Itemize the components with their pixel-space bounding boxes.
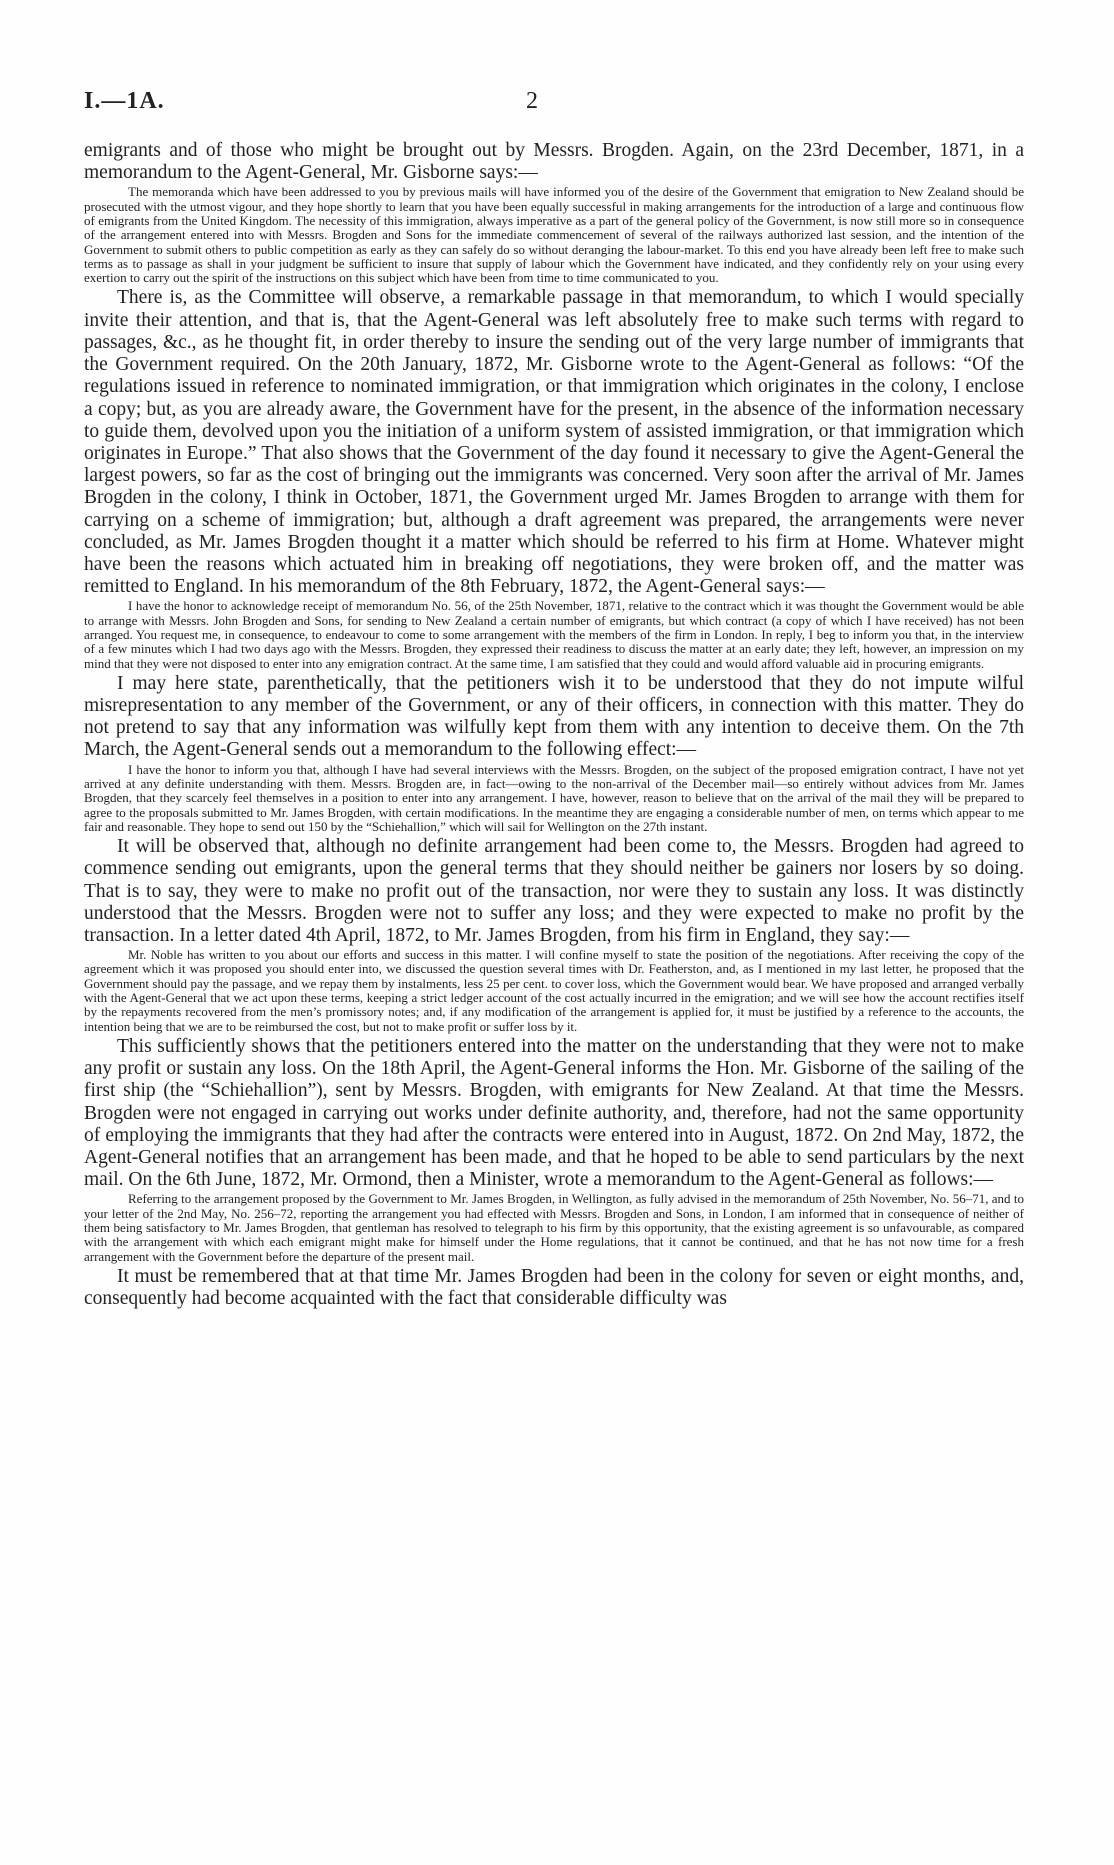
paragraph-remarkable-passage: There is, as the Committee will observe, a remarkable passage in that memorandum, to which I would specially invite their attention, and that is, that the Agent-General was left absolutely free to make such terms with regard to passages, &c., as he thought fit, in order thereby to insure the sending out of the very large number of immigrants that the Government required. On the 20th January, 1872, Mr. Gisborne wrote to the Agent-General as follows: “Of the regulations issued in reference to nominated immigration, or that immigration which originates in the colony, I enclose a copy; but, as you are already aware, the Government have for the present, in the absence of the information necessary to guide them, devolved upon you the initiation of a uniform system of assisted immigration, or that immigration which originates in Europe.” That also shows that the Government of the day found it necessary to give the Agent-General the largest powers, so far as the cost of bringing out the immigrants was concerned. Very soon after the arrival of Mr. James Brogden in the colony, I think in October, 1871, the Government urged Mr. James Brogden to arrange with them for carrying on a scheme of immigration; but, although a draft agreement was prepared, the arrangements were never concluded, as Mr. James Brogden thought it a matter which should be referred to his firm at Home. Whatever might have been the reasons which actuated him in breaking off negotiations, they were broken off, and the matter was remitted to England. In his memorandum of the 8th February, 1872, the Agent-General says:— — [84, 287, 1024, 598]
quoted-memorandum-agent-general-march: I have the honor to inform you that, although I have had several interviews with the Messrs. Brogden, on the subject of the proposed emigration contract, I have not yet arrived at any definite understanding with them. Messrs. Brogden are, in fact—owing to the non-arrival of the December mail—so entirely without advices from Mr. James Brogden, that they scarcely feel themselves in a position to enter into any arrangement. I have, however, reason to believe that on the arrival of the mail they will be prepared to agree to the proposals submitted to Mr. James Brogden, with certain modifications. In the meantime they are engaging a considerable number of men, on terms which appear to me fair and reasonable. They hope to send out 150 by the “Schiehallion,” which will sail for Wellington on the 27th instant. — [84, 761, 1024, 834]
page-number: 2 — [526, 88, 538, 114]
page-header — [84, 88, 1024, 120]
page-body — [84, 140, 1024, 1310]
paragraph-parenthetical: I may here state, parenthetically, that the petitioners wish it to be understood that they do not impute wilful misrepresentation to any member of the Government, or any of their officers, in connection with this matter. They do not pretend to say that any information was wilfully kept from them with any intention to deceive them. On the 7th March, the Agent-General sends out a memorandum to the following effect:— — [84, 672, 1024, 761]
paragraph-continuation: emigrants and of those who might be brought out by Messrs. Brogden. Again, on the 23rd December, 1871, in a memorandum to the Agent-General, Mr. Gisborne says:— — [84, 140, 1024, 184]
paragraph-understanding: This sufficiently shows that the petitioners entered into the matter on the understanding that they were not to make any profit or sustain any loss. On the 18th April, the Agent-General informs the Hon. Mr. Gisborne of the sailing of the first ship (the “Schiehallion”), sent by Messrs. Brogden, with emigrants for New Zealand. At that time the Messrs. Brogden were not engaged in carrying out works under definite authority, and, therefore, had not the same opportunity of employing the immigrants that they had after the contracts were entered into in August, 1872. On 2nd May, 1872, the Agent-General notifies that an arrangement has been made, and that he hoped to be able to send particulars by the next mail. On the 6th June, 1872, Mr. Ormond, then a Minister, wrote a memorandum to the Agent-General as follows:— — [84, 1035, 1024, 1191]
quoted-memorandum-agent-general-feb: I have the honor to acknowledge receipt of memorandum No. 56, of the 25th November, 1871, relative to the contract which it was thought the Government would be able to arrange with Messrs. John Brogden and Sons, for sending to New Zealand a certain number of emigrants, but which contract (a copy of which I have received) has not been arranged. You request me, in consequence, to endeavour to come to some arrangement with the members of the firm in London. In reply, I beg to inform you that, in the interview of a few minutes which I had two days ago with the Messrs. Brogden, they expressed their readiness to discuss the matter at an early date; they left, however, an impression on my mind that they were not disposed to enter into any emigration contract. At the same time, I am satisfied that they could and would afford valuable aid in procuring emigrants. — [84, 598, 1024, 671]
paragraph-no-definite-arrangement: It will be observed that, although no definite arrangement had been come to, the Messrs. Brogden had agreed to commence sending out emigrants, upon the general terms that they should neither be gainers nor losers by so doing. That is to say, they were to make no profit out of the transaction, nor were they to sustain any loss. It was distinctly understood that the Messrs. Brogden were not to suffer any loss; and they were expected to make no profit by the transaction. In a letter dated 4th April, 1872, to Mr. James Brogden, from his firm in England, they say:— — [84, 836, 1024, 946]
document-reference: I.—1A. — [84, 88, 165, 114]
quoted-memorandum-gisborne: The memoranda which have been addressed to you by previous mails will have informed you of the desire of the Government that emigration to New Zealand should be prosecuted with the utmost vigour, and they hope shortly to learn that you have been equally successful in making arrangements for the introduction of a large and continuous flow of emigrants from the United Kingdom. The necessity of this immigration, always imperative as a part of the general policy of the Government, is now still more so in consequence of the arrangement entered into with Messrs. Brogden and Sons for the immediate commencement of several of the railways authorized last session, and the intention of the Government to submit others to public competition as early as they can safely do so without deranging the labour-market. To this end you have already been left free to make such terms as to passage as shall in your judgment be sufficient to insure that supply of labour which the Government have indicated, and they confidently rely on your using every exertion to carry out the spirit of the instructions on this subject which have been from time to time communicated to you. — [84, 184, 1024, 286]
quoted-letter-brogden-firm: Mr. Noble has written to you about our efforts and success in this matter. I will confine myself to state the position of the negotiations. After receiving the copy of the agreement which it was proposed you should enter into, we discussed the question several times with Dr. Featherston, and, as I mentioned in my last letter, he proposed that the Government should pay the passage, and we repay them by instalments, less 25 per cent. to cover loss, which the Government would bear. We have proposed and arranged verbally with the Agent-General that we act upon these terms, keeping a strict ledger account of the cost actually incurred in the emigration; and we will see how the account rectifies itself by the repayments recovered from the men’s promissory notes; and, if any modification of the arrangement is applied for, it must be justified by a reference to the accounts, the intention being that we are to be reimbursed the cost, but not to make profit or suffer loss by it. — [84, 947, 1024, 1034]
quoted-memorandum-ormond: Referring to the arrangement proposed by the Government to Mr. James Brogden, in Wellington, as fully advised in the memorandum of 25th November, No. 56–71, and to your letter of the 2nd May, No. 256–72, reporting the arrangement you had effected with Messrs. Brogden and Sons, in London, I am informed that in consequence of neither of them being satisfactory to Mr. James Brogden, that gentleman has resolved to telegraph to his firm by this opportunity, that the existing agreement is so unfavourable, as compared with the arrangement with which each emigrant might make for himself under the Home regulations, that it cannot be continued, and that he has not now time for a fresh arrangement with the Government before the departure of the present mail. — [84, 1191, 1024, 1264]
paragraph-remembered: It must be remembered that at that time Mr. James Brogden had been in the colony for seven or eight months, and, consequently had become acquainted with the fact that considerable difficulty was — [84, 1265, 1024, 1310]
